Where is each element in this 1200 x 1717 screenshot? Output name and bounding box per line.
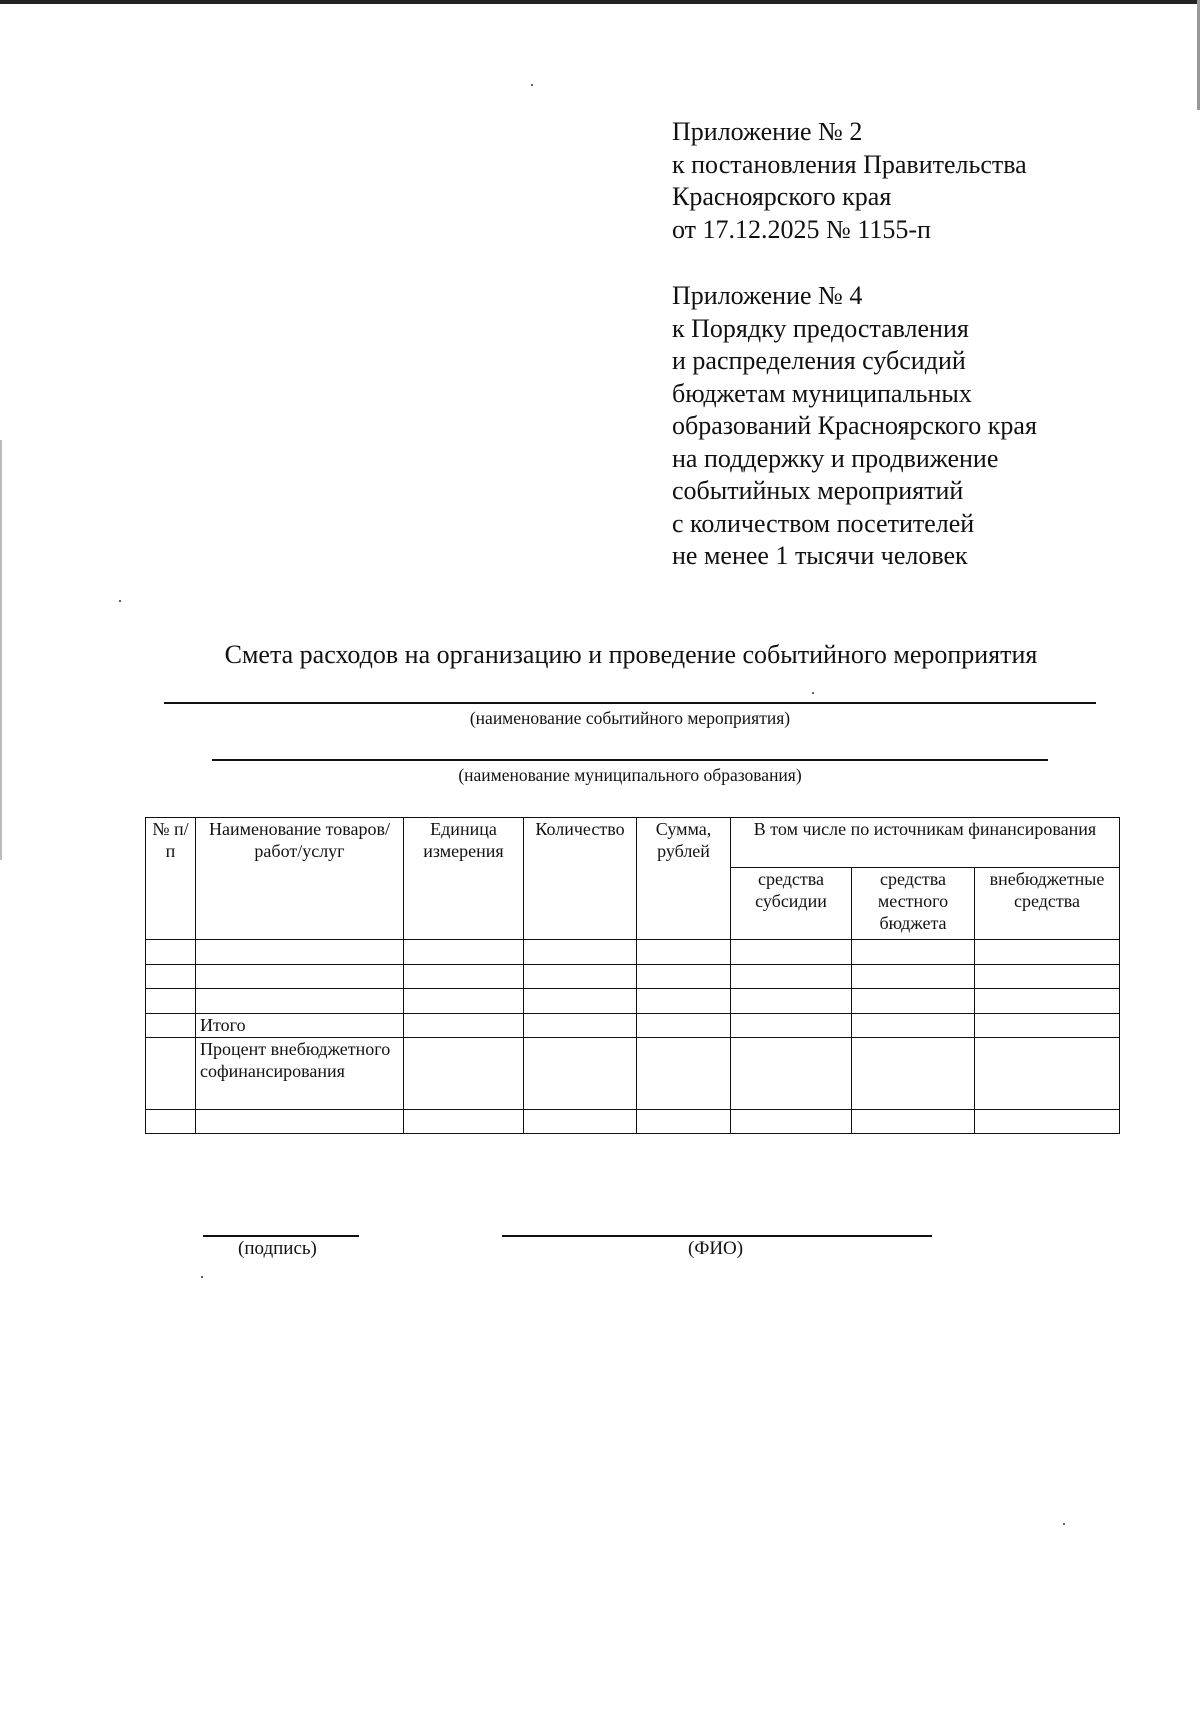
appendix-line: бюджетам муниципальных (672, 378, 972, 408)
appendix-line: событийных мероприятий (672, 476, 964, 505)
header-sources: В том числе по источникам финансирования (731, 818, 1120, 868)
scan-top-border (0, 0, 1200, 4)
appendix-line: и распределения субсидий (672, 346, 966, 375)
header-name: Наименование товаров/работ/услуг (196, 818, 404, 940)
appendix-header-government-decree (672, 116, 1027, 246)
full-name-line (502, 1235, 932, 1237)
municipality-fill-line (212, 759, 1048, 761)
header-extrabudget: внебюджетные средства (975, 868, 1120, 940)
table-row (146, 989, 1120, 1014)
header-local-budget: средства местного бюджета (852, 868, 975, 940)
appendix-line: образований Красноярского края (672, 411, 1037, 440)
table-row (146, 965, 1120, 989)
signature-caption: (подпись) (238, 1238, 317, 1259)
estimate-table (145, 817, 1120, 1134)
appendix-header-procedure (672, 280, 1037, 573)
appendix-line: к постановления Правительства (672, 149, 1027, 179)
header-subsidy: средства субсидии (731, 868, 852, 940)
total-label: Итого (196, 1014, 404, 1038)
scan-speck (812, 692, 814, 694)
table-row (146, 1110, 1120, 1134)
municipality-caption: (наименование муниципального образования) (458, 765, 802, 785)
header-sum: Сумма, рублей (637, 818, 731, 940)
appendix-line: не менее 1 тысячи человек (672, 541, 968, 570)
table-row (146, 940, 1120, 965)
header-number: № п/п (146, 818, 196, 940)
appendix-line: с количеством посетителей (672, 508, 975, 538)
appendix-line: Приложение № 4 (672, 281, 863, 310)
scan-speck (1063, 1523, 1065, 1525)
appendix-line: от 17.12.2025 № 1155-п (672, 214, 931, 244)
scan-speck (201, 1276, 203, 1278)
event-name-fill-line (164, 702, 1096, 704)
header-unit: Единица измерения (404, 818, 524, 940)
scan-speck (531, 84, 533, 86)
appendix-line: на поддержку и продвижение (672, 443, 999, 473)
cofinancing-label: Процент внебюджетного софинансирования (196, 1038, 404, 1110)
scan-speck (119, 600, 121, 602)
appendix-line: Приложение № 2 (672, 117, 863, 146)
header-quantity: Количество (524, 818, 637, 940)
appendix-line: к Порядку предоставления (672, 313, 969, 343)
signature-line (203, 1235, 359, 1237)
table-row-cofinancing (146, 1038, 1120, 1110)
appendix-line: Красноярского края (672, 182, 892, 211)
document-title: Смета расходов на организацию и проведение событийного мероприятия (224, 640, 1038, 669)
event-name-caption: (наименование событийного мероприятия) (469, 708, 791, 728)
table-row-total (146, 1014, 1120, 1038)
full-name-caption: (ФИО) (688, 1238, 744, 1259)
